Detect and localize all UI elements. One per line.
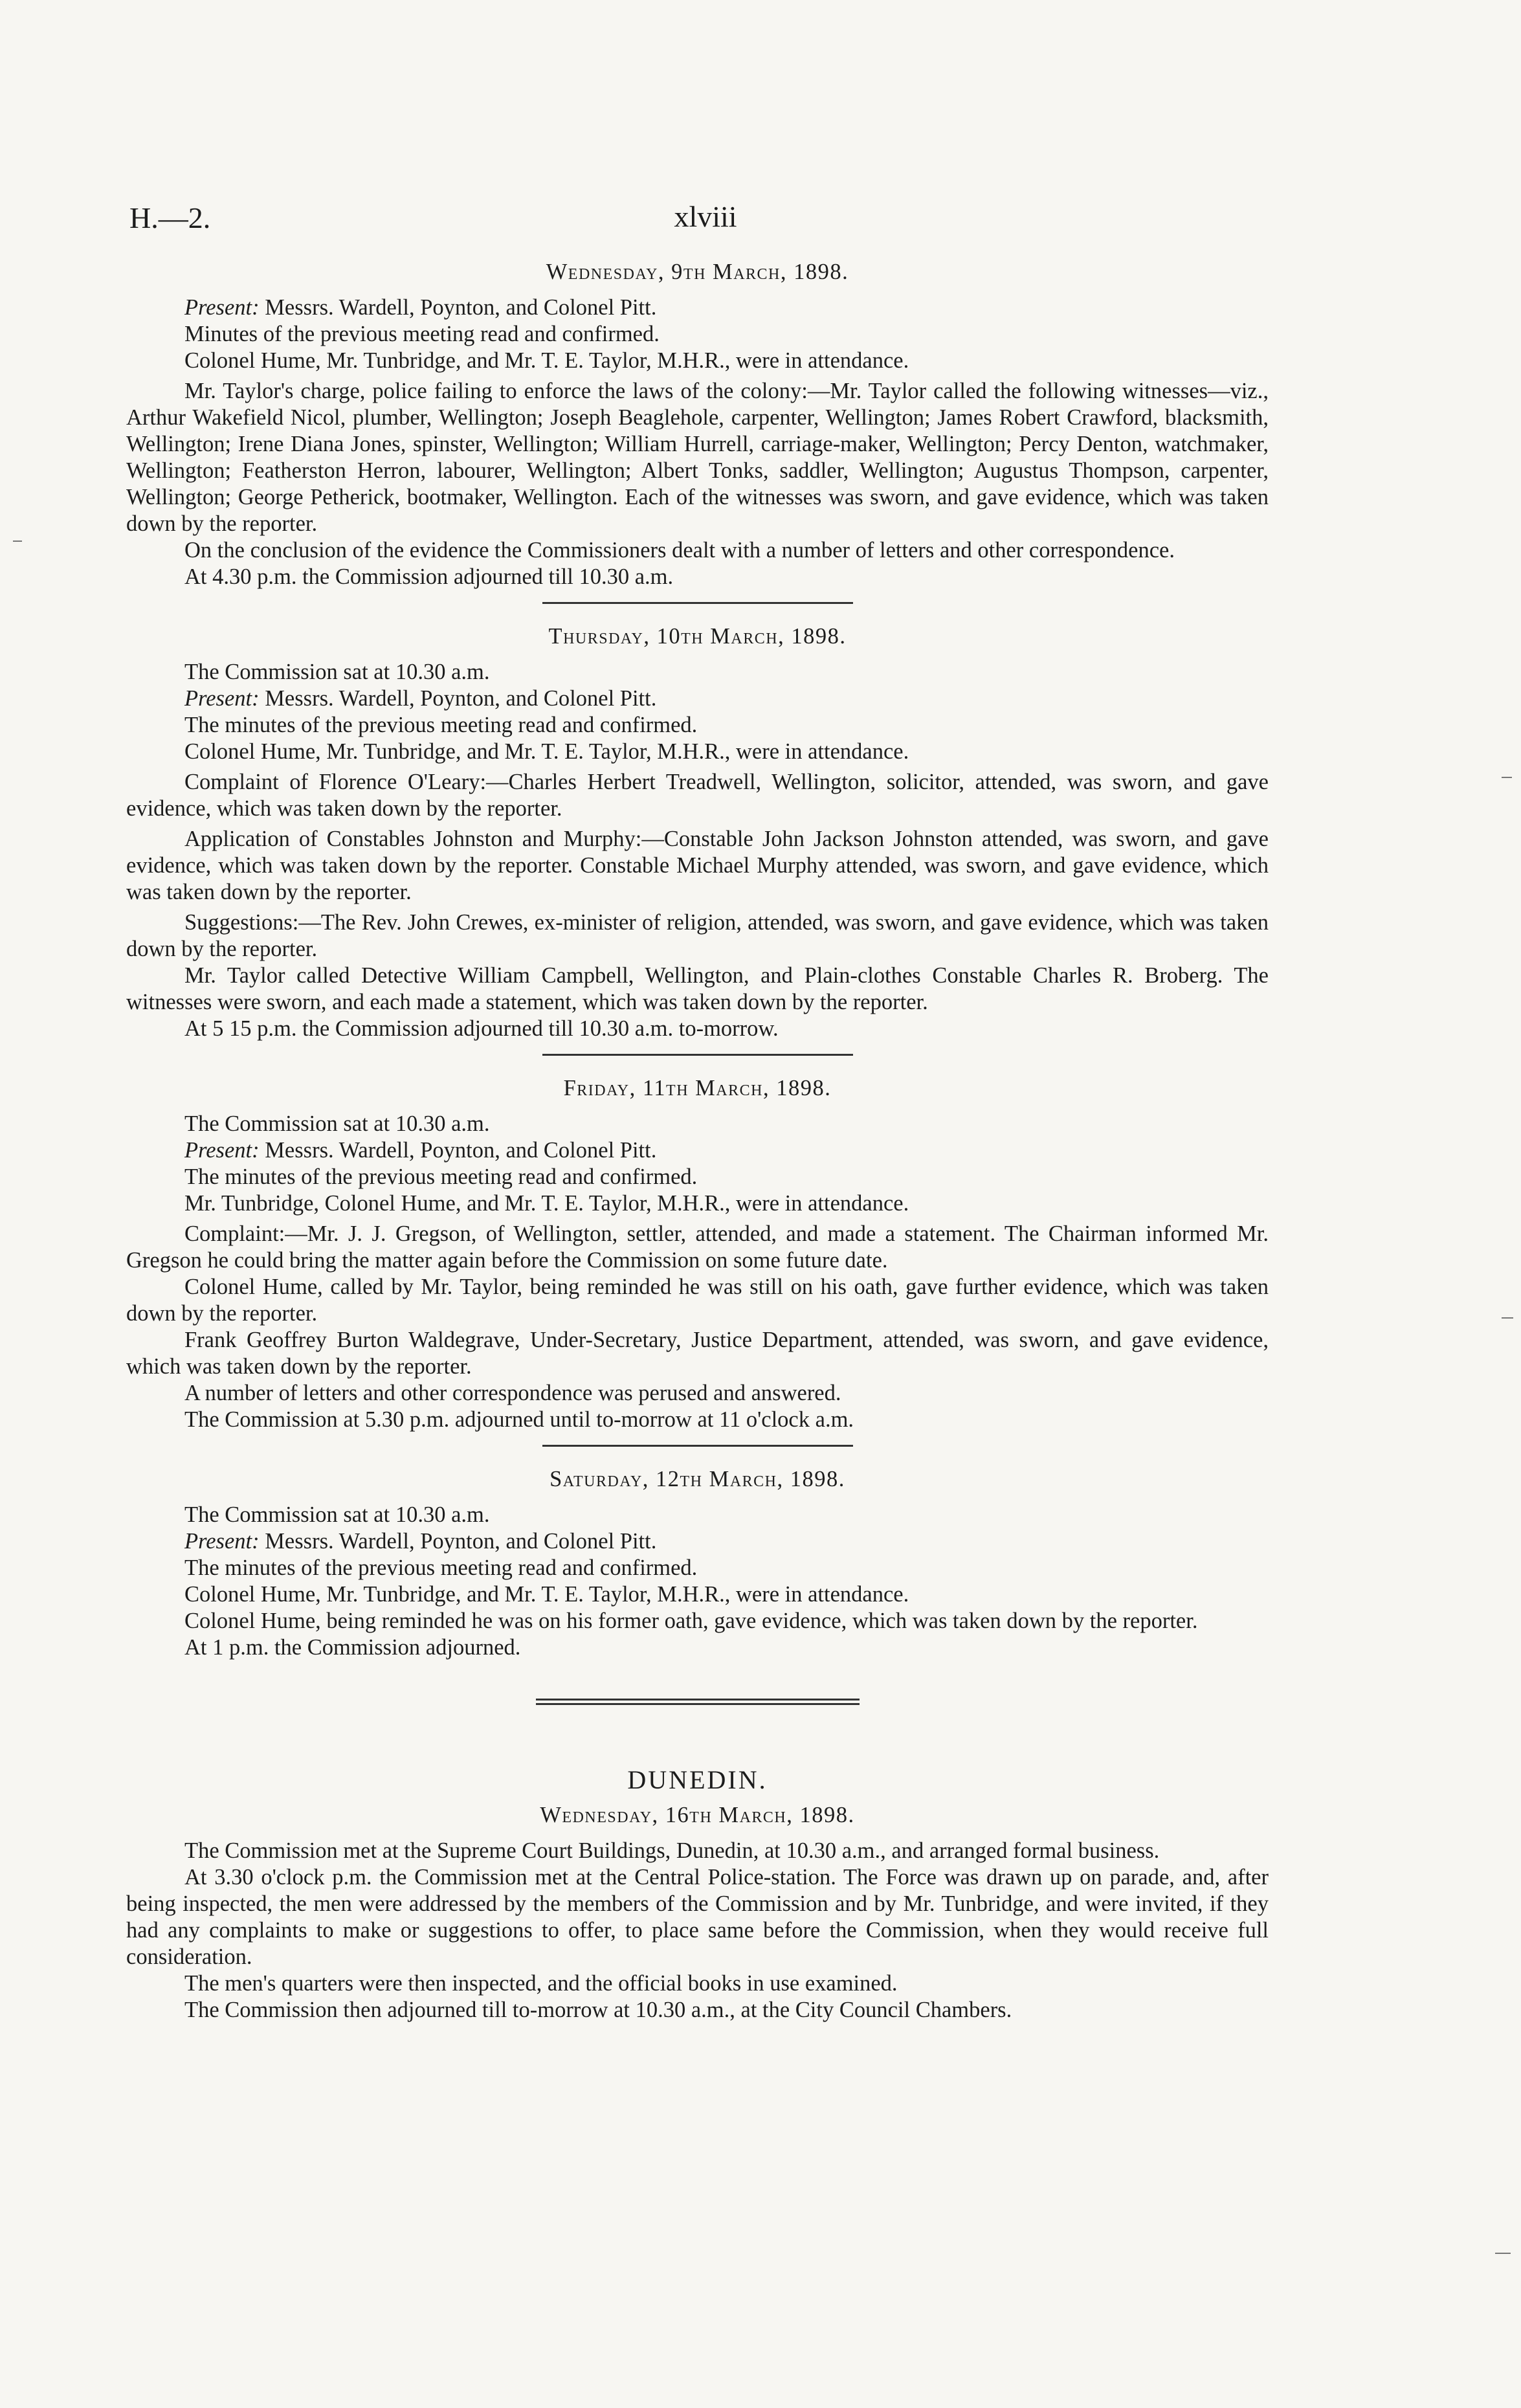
attendance-line: Mr. Tunbridge, Colonel Hume, and Mr. T. E. Taylor, M.H.R., were in attendance. — [184, 1191, 909, 1216]
sitting-line: The Commission sat at 10.30 a.m. — [184, 660, 490, 684]
paragraph: A number of letters and other correspondence was perused and answered. — [184, 1381, 841, 1405]
page-reference: H.—2. — [129, 201, 211, 234]
paragraph: Colonel Hume, being reminded he was on his former oath, gave evidence, which was taken down by the reporter. — [184, 1609, 1198, 1633]
paragraph: Frank Geoffrey Burton Waldegrave, Under-Secretary, Justice Department, attended, was sworn, and gave evidence, which was taken down by the reporter. — [126, 1328, 1269, 1379]
scan-mark — [1502, 1317, 1513, 1319]
paragraph: Application of Constables Johnston and Murphy:—Constable John Jackson Johnston attended, was sworn, and gave evidence, which was taken down by the reporter. Constable Michael Murphy attended, was sworn, and gave evidence, which was taken down by the reporter. — [126, 827, 1269, 904]
paragraph: Complaint of Florence O'Leary:—Charles Herbert Treadwell, Wellington, solicitor, attended, was sworn, and gave evidence, which was taken down by the reporter. — [126, 770, 1269, 821]
attendance-line: Colonel Hume, Mr. Tunbridge, and Mr. T. E. Taylor, M.H.R., were in attendance. — [184, 739, 909, 764]
section-date: Wednesday, 9th March, 1898. — [546, 260, 849, 284]
place-heading: DUNEDIN. — [627, 1765, 768, 1794]
minutes-line: The minutes of the previous meeting read and confirmed. — [184, 1165, 698, 1189]
adjournment-line: The Commission then adjourned till to-morrow at 10.30 a.m., at the City Council Chambers. — [184, 1998, 1012, 2022]
sitting-line: The Commission sat at 10.30 a.m. — [184, 1502, 490, 1527]
present-line — [126, 1137, 1269, 1164]
scan-mark — [1495, 2253, 1511, 2254]
adjournment-line: At 4.30 p.m. the Commission adjourned till 10.30 a.m. — [184, 564, 674, 589]
present-members: Messrs. Wardell, Poynton, and Colonel Pitt. — [259, 1138, 657, 1163]
paragraph: The men's quarters were then inspected, and the official books in use examined. — [184, 1971, 898, 1996]
adjournment-line: At 5 15 p.m. the Commission adjourned till 10.30 a.m. to-morrow. — [184, 1016, 779, 1041]
present-members: Messrs. Wardell, Poynton, and Colonel Pitt. — [259, 295, 657, 320]
section-date: Friday, 11th March, 1898. — [563, 1076, 832, 1100]
page-number: xlviii — [674, 200, 737, 233]
section-date: Saturday, 12th March, 1898. — [550, 1467, 845, 1491]
paragraph: Suggestions:—The Rev. John Crewes, ex-minister of religion, attended, was sworn, and gave evidence, which was taken down by the reporter. — [126, 910, 1269, 961]
section-divider — [542, 1445, 853, 1447]
section-dunedin — [126, 1767, 1269, 2023]
paragraph: Complaint:—Mr. J. J. Gregson, of Wellington, settler, attended, and made a statement. The Chairman informed Mr. Gregson he could bring the matter again before the Commission on some future date. — [126, 1221, 1269, 1273]
paragraph: Mr. Taylor called Detective William Campbell, Wellington, and Plain-clothes Constable Charles R. Broberg. The witnesses were sworn, and each made a statement, which was taken down by the reporter. — [126, 963, 1269, 1014]
present-line — [126, 295, 1269, 321]
section-divider — [542, 602, 853, 604]
paragraph: Mr. Taylor's charge, police failing to enforce the laws of the colony:—Mr. Taylor called the following witnesses—viz., Arthur Wakefield Nicol, plumber, Wellington; Joseph Beaglehole, carpenter, Wellington; James Robert Crawford, blacksmith, Wellington; Irene Diana Jones, spinster, Wellington; William Hurrell, carriage-maker, Wellington; Percy Denton, watchmaker, Wellington; Featherston Herron, labourer, Wellington; Albert Tonks, saddler, Wellington; Augustus Thompson, carpenter, Wellington; George Petherick, bootmaker, Wellington. Each of the witnesses was sworn, and gave evidence, which was taken down by the reporter. — [126, 379, 1269, 536]
paragraph: The Commission met at the Supreme Court Buildings, Dunedin, at 10.30 a.m., and arranged formal business. — [184, 1838, 1160, 1863]
minutes-line: The minutes of the previous meeting read and confirmed. — [184, 713, 698, 737]
present-line — [126, 1528, 1269, 1555]
present-label: Present: — [184, 1529, 260, 1554]
present-label: Present: — [184, 295, 260, 320]
double-divider — [536, 1699, 860, 1705]
adjournment-line: The Commission at 5.30 p.m. adjourned until to-morrow at 11 o'clock a.m. — [184, 1407, 854, 1432]
attendance-line: Colonel Hume, Mr. Tunbridge, and Mr. T. E. Taylor, M.H.R., were in attendance. — [184, 348, 909, 373]
present-label: Present: — [184, 1138, 260, 1163]
minutes-line: The minutes of the previous meeting read and confirmed. — [184, 1555, 698, 1580]
minutes-line: Minutes of the previous meeting read and confirmed. — [184, 322, 660, 346]
present-members: Messrs. Wardell, Poynton, and Colonel Pitt. — [259, 686, 657, 711]
section-divider — [542, 1054, 853, 1056]
adjournment-line: At 1 p.m. the Commission adjourned. — [184, 1635, 521, 1660]
paragraph: On the conclusion of the evidence the Commissioners dealt with a number of letters and other correspondence. — [184, 538, 1175, 563]
sitting-line: The Commission sat at 10.30 a.m. — [184, 1111, 490, 1136]
section-date: Thursday, 10th March, 1898. — [548, 624, 847, 649]
section-thursday-10th — [126, 623, 1269, 1042]
present-line — [126, 686, 1269, 712]
section-saturday-12th — [126, 1466, 1269, 1661]
section-friday-11th — [126, 1075, 1269, 1433]
present-members: Messrs. Wardell, Poynton, and Colonel Pitt. — [259, 1529, 657, 1554]
scan-mark — [1502, 777, 1512, 778]
section-wednesday-9th — [126, 259, 1269, 590]
paragraph: At 3.30 o'clock p.m. the Commission met at the Central Police-station. The Force was drawn up on parade, and, after being inspected, the men were addressed by the members of the Commission and by Mr. Tunbridge, and were invited, if they had any complaints to make or suggestions to offer, to place same before the Commission, when they would receive full consideration. — [126, 1865, 1269, 1969]
scan-mark — [13, 541, 22, 542]
attendance-line: Colonel Hume, Mr. Tunbridge, and Mr. T. E. Taylor, M.H.R., were in attendance. — [184, 1582, 909, 1607]
paragraph: Colonel Hume, called by Mr. Taylor, being reminded he was still on his oath, gave further evidence, which was taken down by the reporter. — [126, 1275, 1269, 1326]
section-date: Wednesday, 16th March, 1898. — [540, 1803, 855, 1827]
minutes-content — [126, 259, 1269, 2023]
present-label: Present: — [184, 686, 260, 711]
